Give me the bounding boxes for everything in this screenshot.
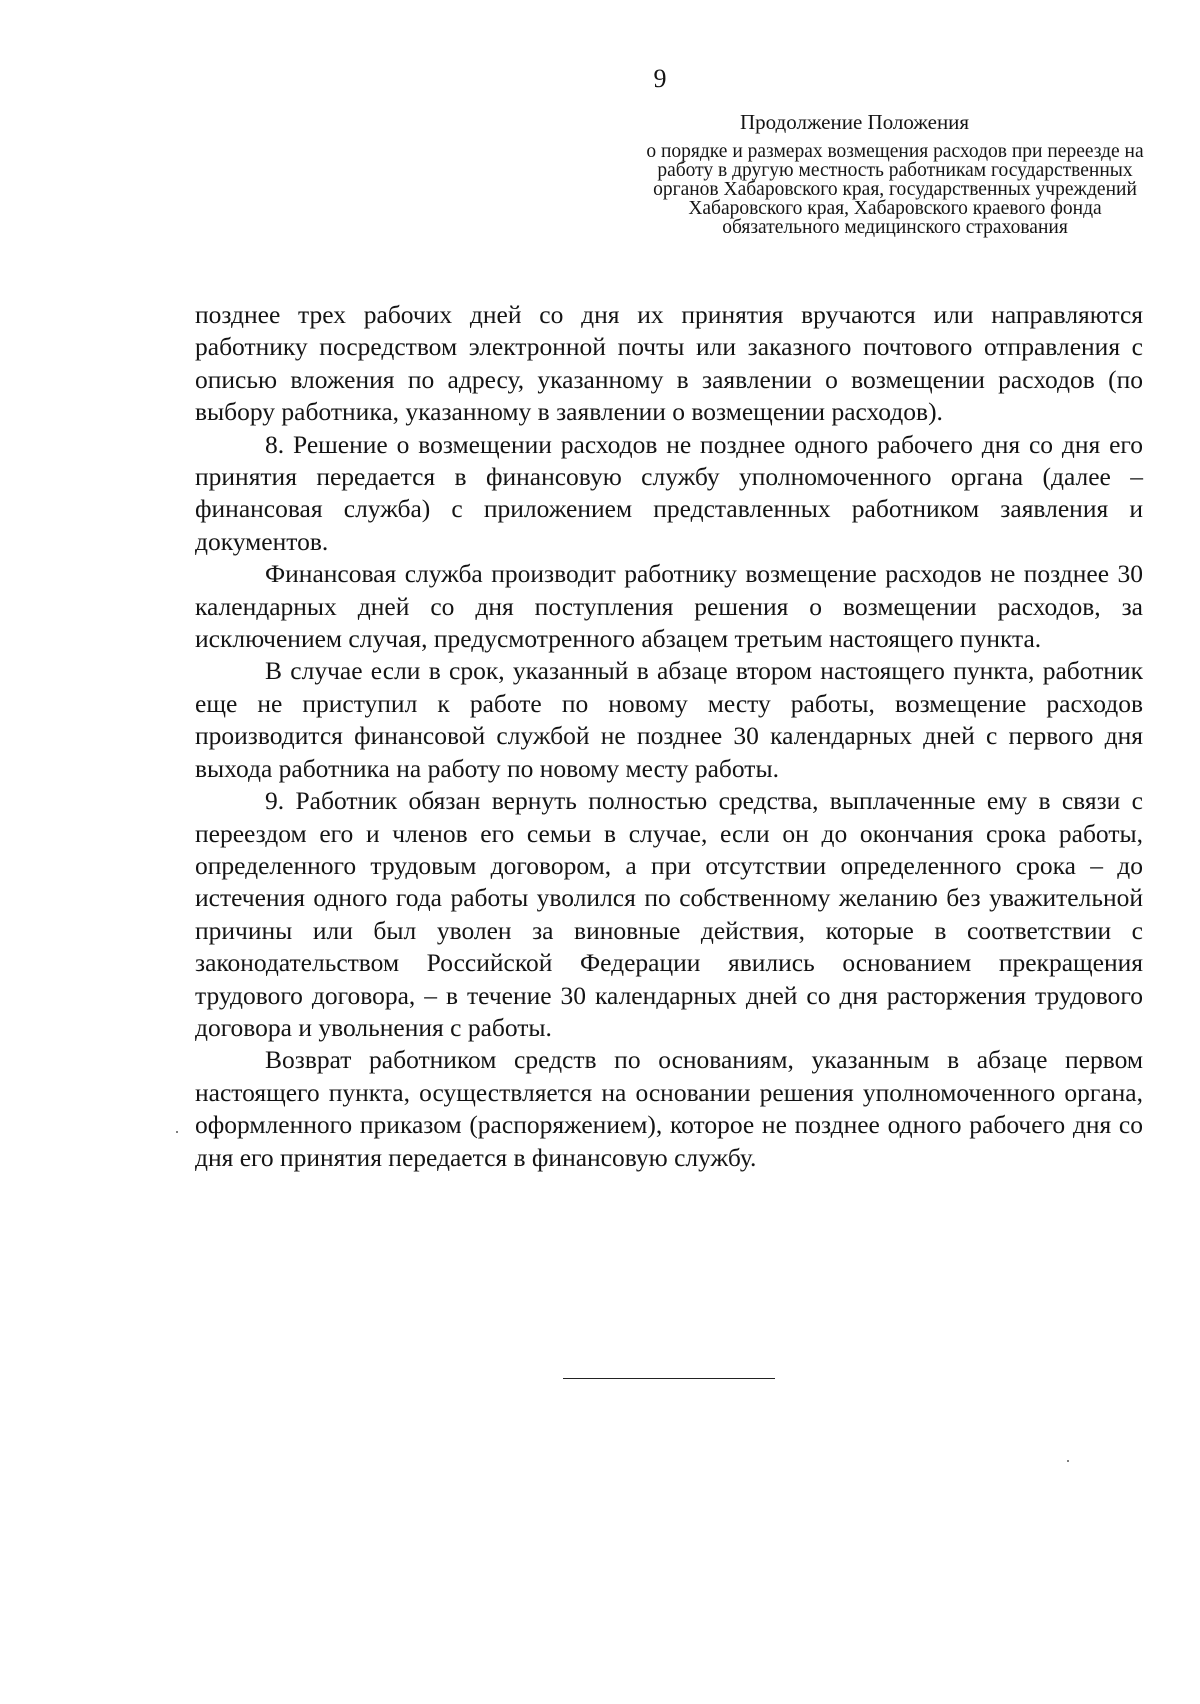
header-subtitle: о порядке и размерах возмещения расходов при переезде на работу в другую местность работникам государственных органов Хабаровского края, государственных учреждений Хабаровского края, Хабаровского краевого фонда обязательного медицинского страхования bbox=[646, 141, 1144, 238]
page-number: 9 bbox=[653, 64, 667, 93]
paragraph-exception-case: В случае если в срок, указанный в абзаце втором настоящего пункта, работник еще не приступил к работе по новому месту работы, возмещение расходов производится финансовой службой не позднее 30 календарных дней с первого дня выхода работника на работу по новому месту работы. bbox=[195, 656, 1143, 783]
scan-speck bbox=[1067, 1460, 1069, 1462]
paragraph-continuation: позднее трех рабочих дней со дня их принятия вручаются или направляются работнику посредством электронной почты или заказного почтового отправления с описью вложения по адресу, указанному в заявлении о возмещении расходов (по выбору работника, указанному в заявлении о возмещении расходов). bbox=[195, 300, 1143, 427]
paragraph-financial-service: Финансовая служба производит работнику возмещение расходов не позднее 30 календарных дней со дня поступления решения о возмещении расходов, за исключением случая, предусмотренного абзацем третьим настоящего пункта. bbox=[195, 559, 1143, 654]
header-title: Продолжение Положения bbox=[740, 110, 970, 134]
scan-speck bbox=[176, 1131, 178, 1133]
paragraph-item-8: 8. Решение о возмещении расходов не позднее одного рабочего дня со дня его принятия передается в финансовую службу уполномоченного органа (далее – финансовая служба) с приложением представленных работником заявления и документов. bbox=[195, 429, 1143, 556]
document-body bbox=[195, 299, 1143, 1174]
end-of-document-rule bbox=[563, 1378, 775, 1379]
paragraph-refund: Возврат работником средств по основаниям, указанным в абзаце первом настоящего пункта, осуществляется на основании решения уполномоченного органа, оформленного приказом (распоряжением), которое не позднее одного рабочего дня со дня его принятия передается в финансовую службу. bbox=[195, 1045, 1143, 1172]
paragraph-item-9: 9. Работник обязан вернуть полностью средства, выплаченные ему в связи с переездом его и членов его семьи в случае, если он до окончания срока работы, определенного трудовым договором, а при отсутствии определенного срока – до истечения одного года работы уволился по собственному желанию без уважительной причины или был уволен за виновные действия, которые в соответствии с законодательством Российской Федерации явились основанием прекращения трудового договора, – в течение 30 календарных дней со дня расторжения трудового договора и увольнения с работы. bbox=[195, 786, 1143, 1042]
